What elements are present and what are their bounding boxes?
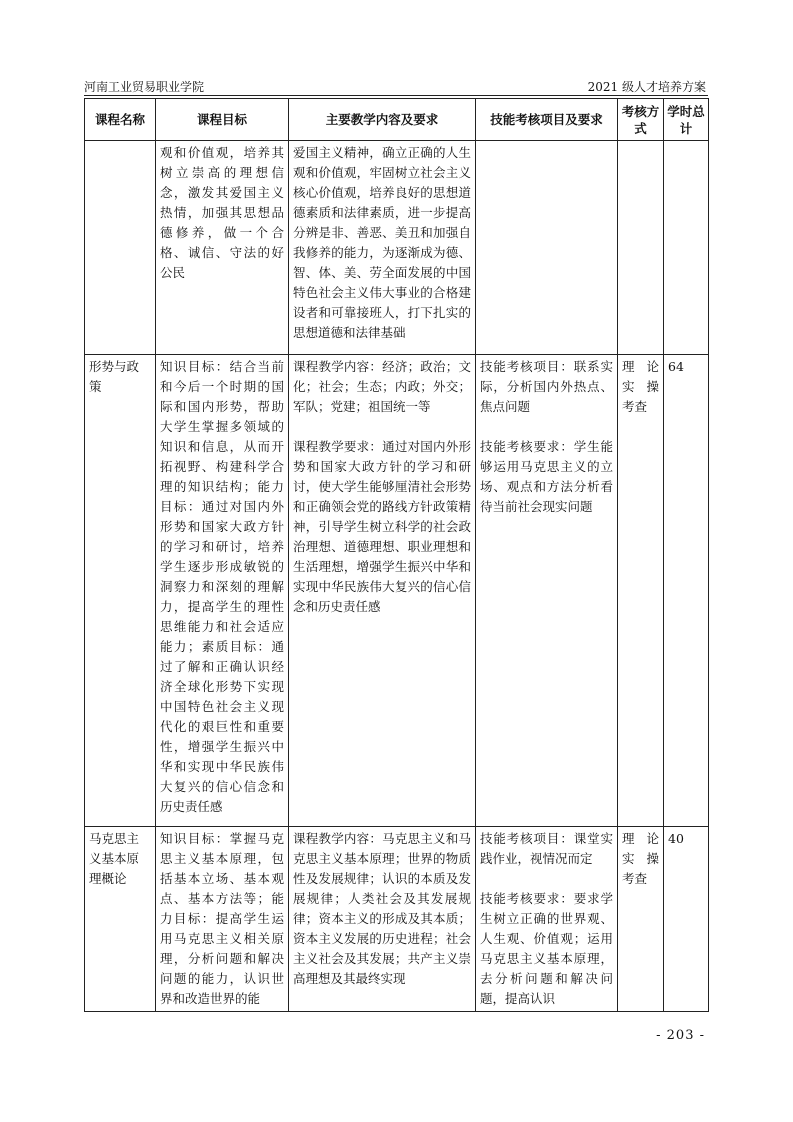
skill-cell	[476, 827, 618, 1012]
assessment-cell: 理论实操考查	[618, 827, 664, 1012]
course-content-cell	[289, 355, 476, 827]
header-school: 河南工业贸易职业学院	[84, 80, 205, 94]
course-table	[84, 98, 709, 1012]
skill-requirement-text: 技能考核要求：学生能够运用马克思主义的立场、观点和方法分析看待当前社会现实问题	[480, 439, 613, 514]
column-header: 主要教学内容及要求	[289, 99, 476, 141]
hours-cell	[664, 141, 709, 355]
skill-project-text: 技能考核项目：课堂实践作业，视情况而定	[480, 831, 613, 866]
page-number: - 203 -	[656, 1028, 705, 1043]
course-objective-cell	[156, 355, 289, 827]
course-objective-cell	[156, 827, 289, 1012]
skill-project-text: 技能考核项目：联系实际，分析国内外热点、焦点问题	[480, 359, 613, 414]
course-name-cell	[85, 141, 156, 355]
hours-cell: 64	[664, 355, 709, 827]
column-header: 课程目标	[156, 99, 289, 141]
column-header: 课程名称	[85, 99, 156, 141]
column-header: 考核方式	[618, 99, 664, 141]
course-objective-text: 知识目标：结合当前和今后一个时期的国际和国内形势，帮助大学生掌握多领域的知识和信息，从而开拓视野、构建科学合理的知识结构；能力目标：通过对国内外形势和国家大政方针的学习和研讨，培养学生逐步形成敏锐的洞察力和深刻的理解力，提高学生的理性思维能力和社会适应能力；素质目标：通过了解和正确认识经济全球化形势下实现中国特色社会主义现代化的艰巨性和重要性，增强学生振兴中华和实现中华民族伟大复兴的信心信念和历史责任感	[160, 359, 284, 814]
column-header: 学时总计	[664, 99, 709, 141]
table-row	[85, 355, 709, 827]
skill-requirement-text: 技能考核要求：要求学生树立正确的世界观、人生观、价值观；运用马克思主义基本原理，去分析问题和解决问题，提高认识	[480, 891, 613, 1006]
header-divider	[84, 95, 708, 96]
assessment-cell: 理论实操考查	[618, 355, 664, 827]
course-name-cell: 形势与政策	[85, 355, 156, 827]
assessment-cell	[618, 141, 664, 355]
course-objective-text: 观和价值观，培养其树立崇高的理想信念，激发其爱国主义热情，加强其思想品德修养，做一个合格、诚信、守法的好公民	[160, 145, 284, 280]
course-content-text: 爱国主义精神，确立正确的人生观和价值观，牢固树立社会主义核心价值观，培养良好的思想道德素质和法律素质，进一步提高分辨是非、善恶、美丑和加强自我修养的能力，为逐渐成为德、智、体、美、劳全面发展的中国特色社会主义伟大事业的合格建设者和可靠接班人，打下扎实的思想道德和法律基础	[293, 145, 471, 340]
course-content-cell	[289, 827, 476, 1012]
table-row	[85, 827, 709, 1012]
course-name-cell: 马克思主义基本原理概论	[85, 827, 156, 1012]
column-header: 技能考核项目及要求	[476, 99, 618, 141]
course-content-cell	[289, 141, 476, 355]
course-objective-text: 知识目标：掌握马克思主义基本原理，包括基本立场、基本观点、基本方法等；能力目标：提高学生运用马克思主义相关原理，分析问题和解决问题的能力，认识世界和改造世界的能	[160, 831, 284, 1006]
hours-cell: 40	[664, 827, 709, 1012]
course-content-text: 课程教学内容：马克思主义和马克思主义基本原理；世界的物质性及发展规律；认识的本质及发展规律；人类社会及其发展规律；资本主义的形成及其本质；资本主义发展的历史进程；社会主义社会及其发展；共产主义崇高理想及其最终实现	[293, 831, 471, 986]
course-objective-cell	[156, 141, 289, 355]
table-row	[85, 141, 709, 355]
course-requirement-text: 课程教学要求：通过对国内外形势和国家大政方针的学习和研讨，使大学生能够厘清社会形势和正确领会党的路线方针政策精神，引导学生树立科学的社会政治理想、道德理想、职业理想和生活理想，增强学生振兴中华和实现中华民族伟大复兴的信心信念和历史责任感	[293, 439, 471, 614]
course-content-text: 课程教学内容：经济；政治；文化；社会；生态；内政；外交；军队；党建；祖国统一等	[293, 359, 471, 414]
table-header-row	[85, 99, 709, 141]
skill-cell	[476, 141, 618, 355]
header-plan: 2021 级人才培养方案	[587, 80, 706, 94]
skill-cell	[476, 355, 618, 827]
